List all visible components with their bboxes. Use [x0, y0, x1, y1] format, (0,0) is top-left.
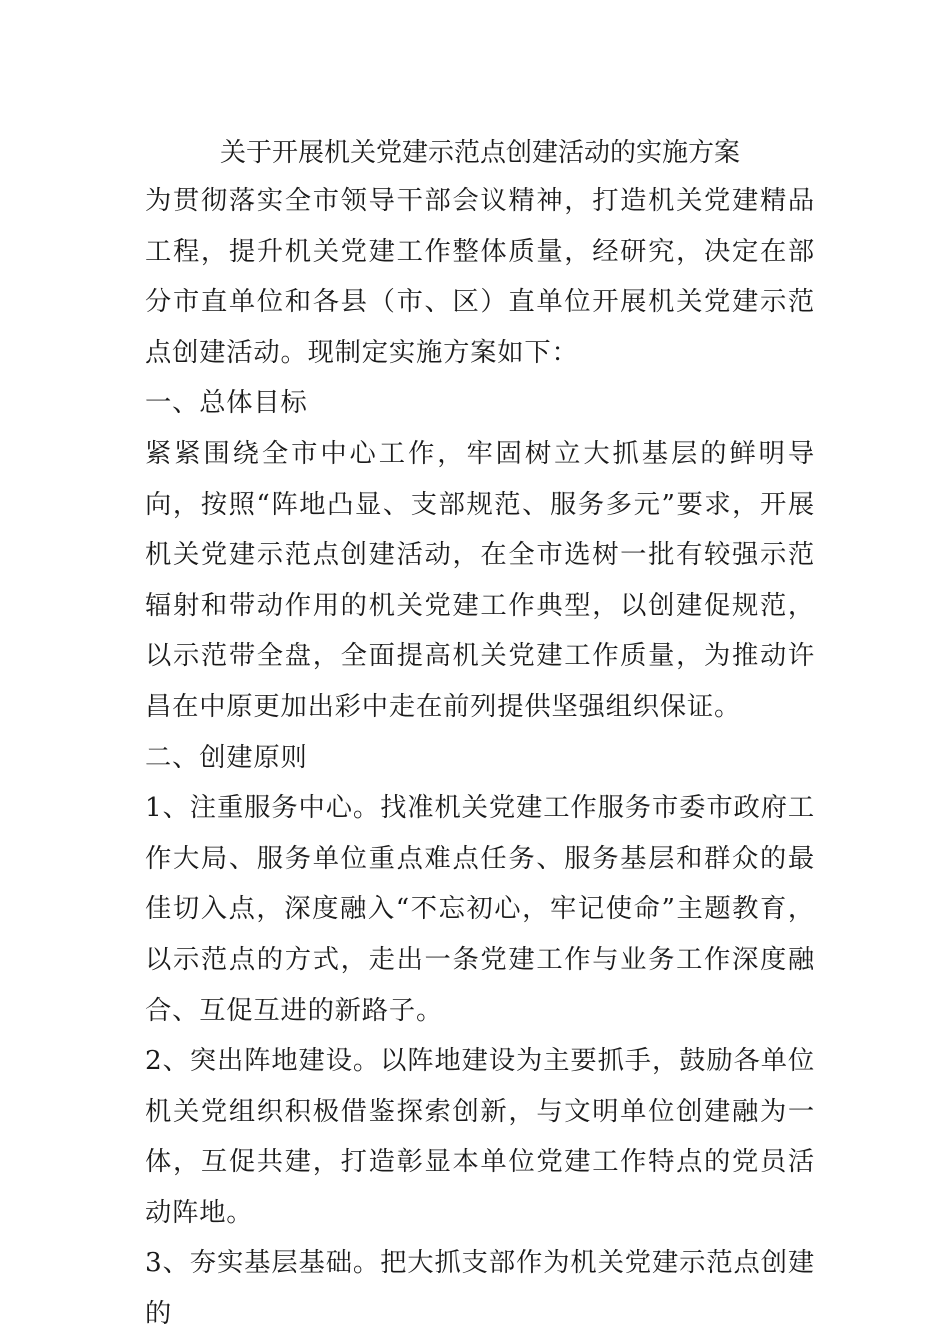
paragraph-overall-goal: 紧紧围绕全市中心工作，牢固树立大抓基层的鲜明导向，按照“阵地凸显、支部规范、服务多元”要求，开展机关党建示范点创建活动，在全市选树一批有较强示范辐射和带动作用的机关党建工作典型，以创建促规范，以示范带全盘，全面提高机关党建工作质量，为推动许昌在中原更加出彩中走在前列提供坚强组织保证。	[145, 438, 815, 722]
paragraph-principle-2: 2、突出阵地建设。以阵地建设为主要抓手，鼓励各单位机关党组织积极借鉴探索创新，与文明单位创建融为一体，互促共建，打造彰显本单位党建工作特点的党员活动阵地。	[145, 1046, 815, 1228]
document-title: 关于开展机关党建示范点创建活动的实施方案	[219, 138, 740, 168]
paragraph-principle-1: 1、注重服务中心。找准机关党建工作服务市委市政府工作大局、服务单位重点难点任务、服务基层和群众的最佳切入点，深度融入“不忘初心，牢记使命”主题教育，以示范点的方式，走出一条党建工作与业务工作深度融合、互促互进的新路子。	[145, 793, 815, 1026]
paragraph-intro: 为贯彻落实全市领导干部会议精神，打造机关党建精品工程，提升机关党建工作整体质量，经研究，决定在部分市直单位和各县（市、区）直单位开展机关党建示范点创建活动。现制定实施方案如下：	[145, 186, 815, 368]
section-heading-overall-goal: 一、总体目标	[145, 388, 308, 419]
document-body	[145, 176, 815, 1340]
paragraph-principle-3: 3、夯实基层基础。把大抓支部作为机关党建示范点创建的	[145, 1248, 815, 1330]
section-heading-principles: 二、创建原则	[145, 742, 308, 773]
